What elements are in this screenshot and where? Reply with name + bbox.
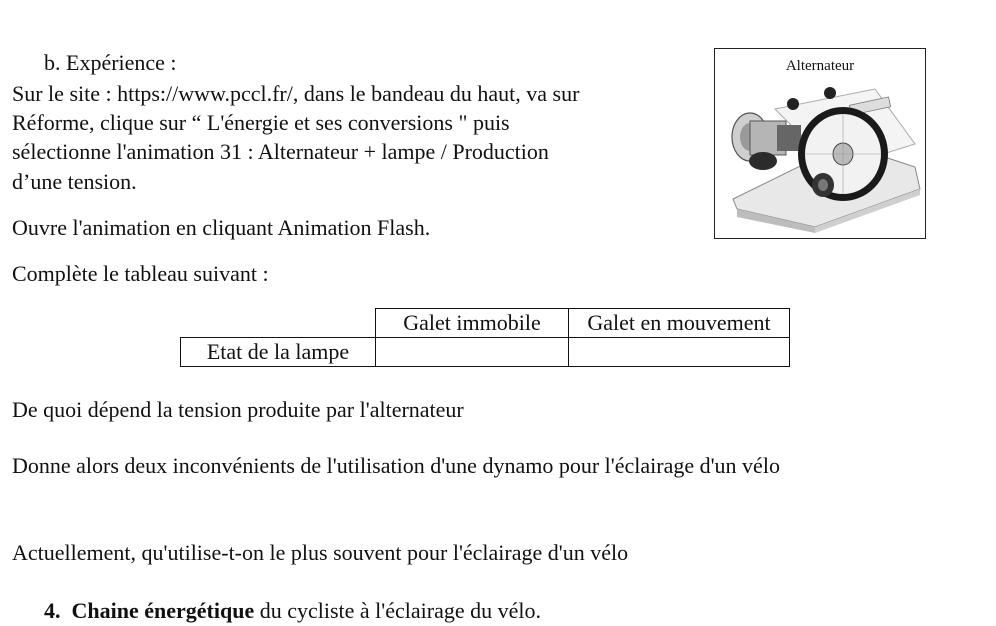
lamp-state-table bbox=[180, 308, 790, 367]
section-4-rest: du cycliste à l'éclairage du vélo. bbox=[254, 598, 541, 623]
question-3: Actuellement, qu'utilise-t-on le plus souvent pour l'éclairage d'un vélo bbox=[12, 540, 629, 565]
header-galet-immobile: Galet immobile bbox=[376, 309, 569, 338]
experience-heading: b. Expérience : bbox=[44, 50, 177, 75]
cell-immobile[interactable] bbox=[376, 338, 569, 367]
section-4-bold-title: Chaine énergétique bbox=[71, 598, 255, 623]
open-instruction: Ouvre l'animation en cliquant Animation Flash. bbox=[12, 215, 431, 240]
figure-caption: Alternateur bbox=[785, 58, 855, 74]
table-instruction: Complète le tableau suivant : bbox=[12, 261, 269, 286]
question-1: De quoi dépend la tension produite par l'alternateur bbox=[12, 397, 464, 422]
table-corner bbox=[181, 309, 376, 338]
section-4-heading bbox=[44, 596, 541, 626]
alternator-photo-icon bbox=[715, 49, 926, 239]
header-galet-mouvement: Galet en mouvement bbox=[569, 309, 790, 338]
row-label-lampe: Etat de la lampe bbox=[181, 338, 376, 367]
intro-line-1: Sur le site : https://www.pccl.fr/, dans le bandeau du haut, va sur bbox=[12, 81, 580, 106]
section-4-number: 4. bbox=[44, 598, 61, 623]
cell-mouvement[interactable] bbox=[569, 338, 790, 367]
question-2: Donne alors deux inconvénients de l'utilisation d'une dynamo pour l'éclairage d'un vélo bbox=[12, 453, 780, 478]
alternator-figure bbox=[714, 48, 926, 239]
intro-line-2: Réforme, clique sur “ L'énergie et ses conversions " puis bbox=[12, 110, 510, 135]
intro-line-3: sélectionne l'animation 31 : Alternateur + lampe / Production bbox=[12, 139, 549, 164]
intro-line-4: d’une tension. bbox=[12, 169, 137, 194]
